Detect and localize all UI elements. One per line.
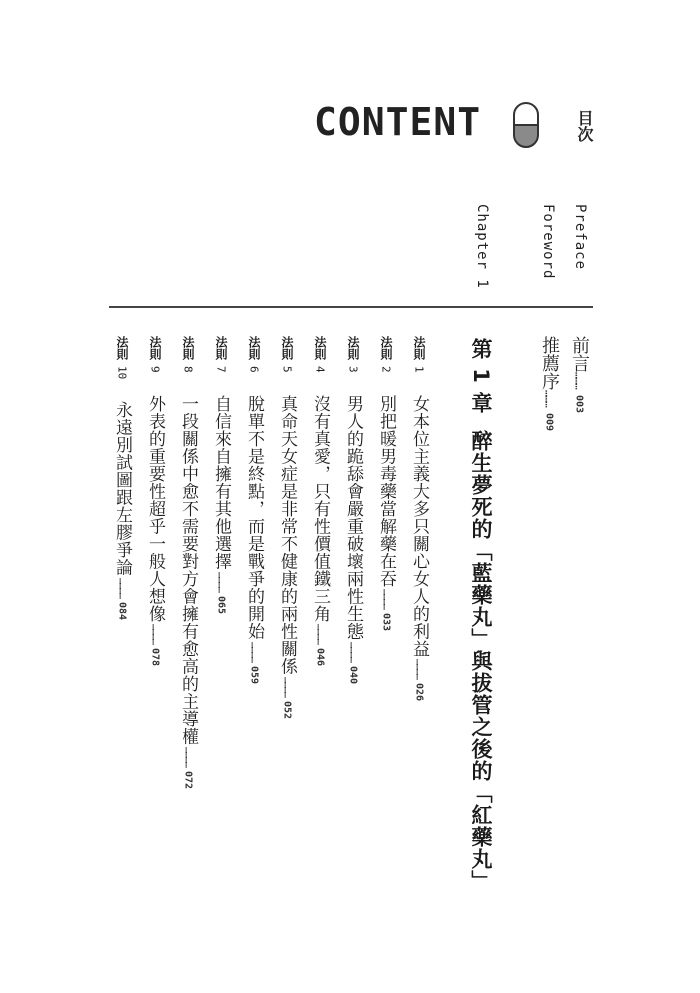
- law-label: 法則: [280, 336, 294, 360]
- toc-leader: …………: [347, 641, 359, 662]
- law-label: 法則: [214, 336, 228, 360]
- toc-page-number: 078: [149, 648, 161, 667]
- toc-page-number: 009: [543, 412, 555, 431]
- toc-entry-law-1[interactable]: [408, 336, 430, 701]
- law-number: 8: [181, 366, 195, 373]
- toc-leader: …………: [413, 659, 425, 680]
- toc-page-number: 052: [281, 700, 293, 719]
- law-title: 別把暖男毒藥當解藥在吞: [376, 394, 396, 588]
- toc-leader: …………: [314, 624, 326, 645]
- law-number: 2: [379, 366, 393, 373]
- toc-entry-foreword[interactable]: [538, 336, 560, 431]
- law-title: 男人的跪舔會嚴重破壞兩性生態: [343, 394, 363, 640]
- law-number: 6: [247, 366, 261, 373]
- law-label: 法則: [148, 336, 162, 360]
- law-title: 脫單不是終點，而是戰爭的開始: [244, 394, 264, 640]
- law-number: 10: [115, 366, 129, 380]
- label-chapter: Chapter 1: [474, 204, 490, 289]
- toc-leader: …………: [281, 676, 293, 697]
- law-number: 3: [346, 366, 360, 373]
- toc-leader: …………: [215, 571, 227, 592]
- label-preface: Preface: [572, 204, 588, 271]
- law-number: 5: [280, 366, 294, 373]
- toc-leader: …………: [116, 578, 128, 599]
- page-title-cn: 目次: [575, 110, 594, 142]
- toc-entry-preface[interactable]: [568, 336, 590, 413]
- toc-page-number: 033: [380, 613, 392, 632]
- toc-entry-title: 推薦序: [539, 336, 560, 390]
- toc-entry-law-9[interactable]: [144, 336, 166, 666]
- law-title: 永遠別試圖跟左膠爭論: [112, 401, 132, 577]
- law-title: 真命天女症是非常不健康的兩性關係: [277, 394, 297, 675]
- law-title: 外表的重要性超乎一般人想像: [145, 394, 165, 623]
- law-title: 一段關係中愈不需要對方會擁有愈高的主導權: [178, 394, 198, 745]
- toc-leader: …………: [182, 746, 194, 767]
- capsule-icon: [511, 100, 541, 150]
- toc-page-number: 026: [413, 683, 425, 702]
- toc-leader: …………: [248, 641, 260, 662]
- toc-entry-law-6[interactable]: [243, 336, 265, 684]
- law-label: 法則: [412, 336, 426, 360]
- chapter-heading[interactable]: [468, 338, 494, 892]
- toc-entry-law-5[interactable]: [276, 336, 298, 719]
- label-foreword: Foreword: [540, 204, 556, 280]
- toc-entry-title: 前言: [569, 336, 590, 372]
- law-number: 9: [148, 366, 162, 373]
- divider: [109, 306, 593, 308]
- toc-page-number: 084: [116, 602, 128, 621]
- toc-page-number: 040: [347, 665, 359, 684]
- law-label: 法則: [247, 336, 261, 360]
- toc-entry-law-7[interactable]: [210, 336, 232, 614]
- law-title: 沒有真愛，只有性價值鐵三角: [310, 394, 330, 623]
- toc-entry-law-4[interactable]: [309, 336, 331, 666]
- toc-entry-law-2[interactable]: [375, 336, 397, 631]
- toc-page-number: 046: [314, 648, 326, 667]
- law-label: 法則: [379, 336, 393, 360]
- chapter-title: 醉生夢死的「藍藥丸」與拔管之後的「紅藥丸」: [469, 430, 493, 893]
- toc-page-number: 065: [215, 595, 227, 614]
- law-label: 法則: [115, 336, 129, 360]
- toc-page-number: 059: [248, 665, 260, 684]
- toc-leader: …………: [380, 589, 392, 610]
- chapter-number: 第 1 章: [469, 338, 493, 415]
- toc-entry-law-8[interactable]: [177, 336, 199, 789]
- toc-leader: ………: [542, 390, 556, 407]
- law-number: 4: [313, 366, 327, 373]
- law-label: 法則: [181, 336, 195, 360]
- law-label: 法則: [346, 336, 360, 360]
- toc-entry-law-3[interactable]: [342, 336, 364, 684]
- page-title: CONTENT: [314, 100, 482, 144]
- law-number: 7: [214, 366, 228, 373]
- law-title: 自信來自擁有其他選擇: [211, 394, 231, 570]
- toc-leader: ………: [572, 372, 586, 389]
- toc-leader: …………: [149, 624, 161, 645]
- law-label: 法則: [313, 336, 327, 360]
- law-title: 女本位主義大多只關心女人的利益: [409, 394, 429, 658]
- toc-page-number: 003: [573, 394, 585, 413]
- toc-page-number: 072: [182, 770, 194, 789]
- toc-entry-law-10[interactable]: [111, 336, 133, 620]
- law-number: 1: [412, 366, 426, 373]
